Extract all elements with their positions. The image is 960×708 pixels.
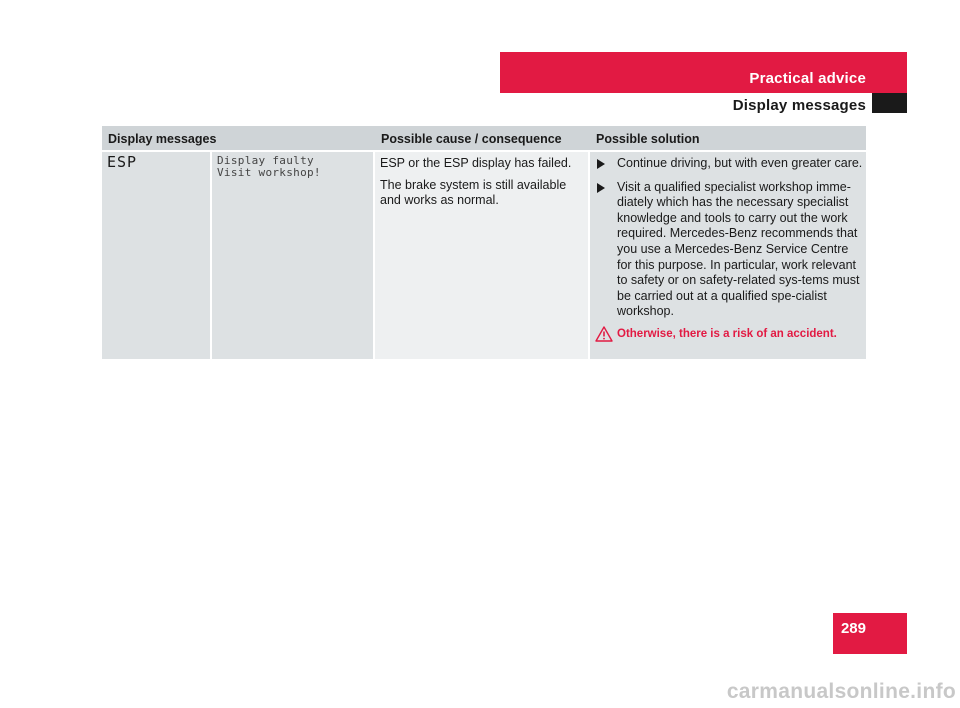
- watermark: carmanualsonline.info: [726, 680, 956, 703]
- message-code: ESP: [107, 153, 138, 171]
- subsection-title: Display messages: [732, 97, 866, 114]
- cause-text: [380, 156, 585, 215]
- solution-list: [595, 156, 863, 342]
- header-display-messages: Display messages: [108, 132, 217, 146]
- bullet-arrow-icon: [597, 159, 605, 169]
- cell-code: [102, 152, 210, 359]
- solution-text: Continue driving, but with even greater care.: [617, 156, 863, 170]
- page-number: 289: [840, 620, 866, 637]
- header-possible-solution: Possible solution: [596, 132, 700, 146]
- solution-item: [595, 156, 863, 172]
- message-line: Visit workshop!: [217, 166, 321, 179]
- warning-triangle-icon: [595, 326, 613, 342]
- cause-paragraph: ESP or the ESP display has failed.: [380, 156, 572, 170]
- table-header: [102, 126, 866, 150]
- solution-text: Visit a qualified specialist workshop imme-diately which has the necessary specialist knowledge and tools to carry out the work required. Mercedes-Benz recommends that you use a Mercedes-Benz Service Centre for this purpose. In particular, work relevant to safety or on safety-related sys-tems must be carried out at a qualified spe-cialist workshop.: [617, 179, 860, 319]
- bullet-arrow-icon: [597, 183, 605, 193]
- warning-note: [595, 326, 863, 342]
- cell-cause: [375, 152, 588, 359]
- header-marker: [872, 93, 907, 113]
- message-line: Display faulty: [217, 154, 314, 167]
- cell-solution: [590, 152, 866, 359]
- display-messages-table: [102, 126, 866, 359]
- warning-text: Otherwise, there is a risk of an accident.: [617, 327, 837, 340]
- cell-message: [212, 152, 373, 359]
- cause-paragraph: The brake system is still available and works as normal.: [380, 178, 567, 207]
- display-message-text: [217, 155, 321, 179]
- header-possible-cause: Possible cause / consequence: [381, 132, 562, 146]
- solution-item: [595, 180, 863, 320]
- section-title: Practical advice: [749, 70, 866, 87]
